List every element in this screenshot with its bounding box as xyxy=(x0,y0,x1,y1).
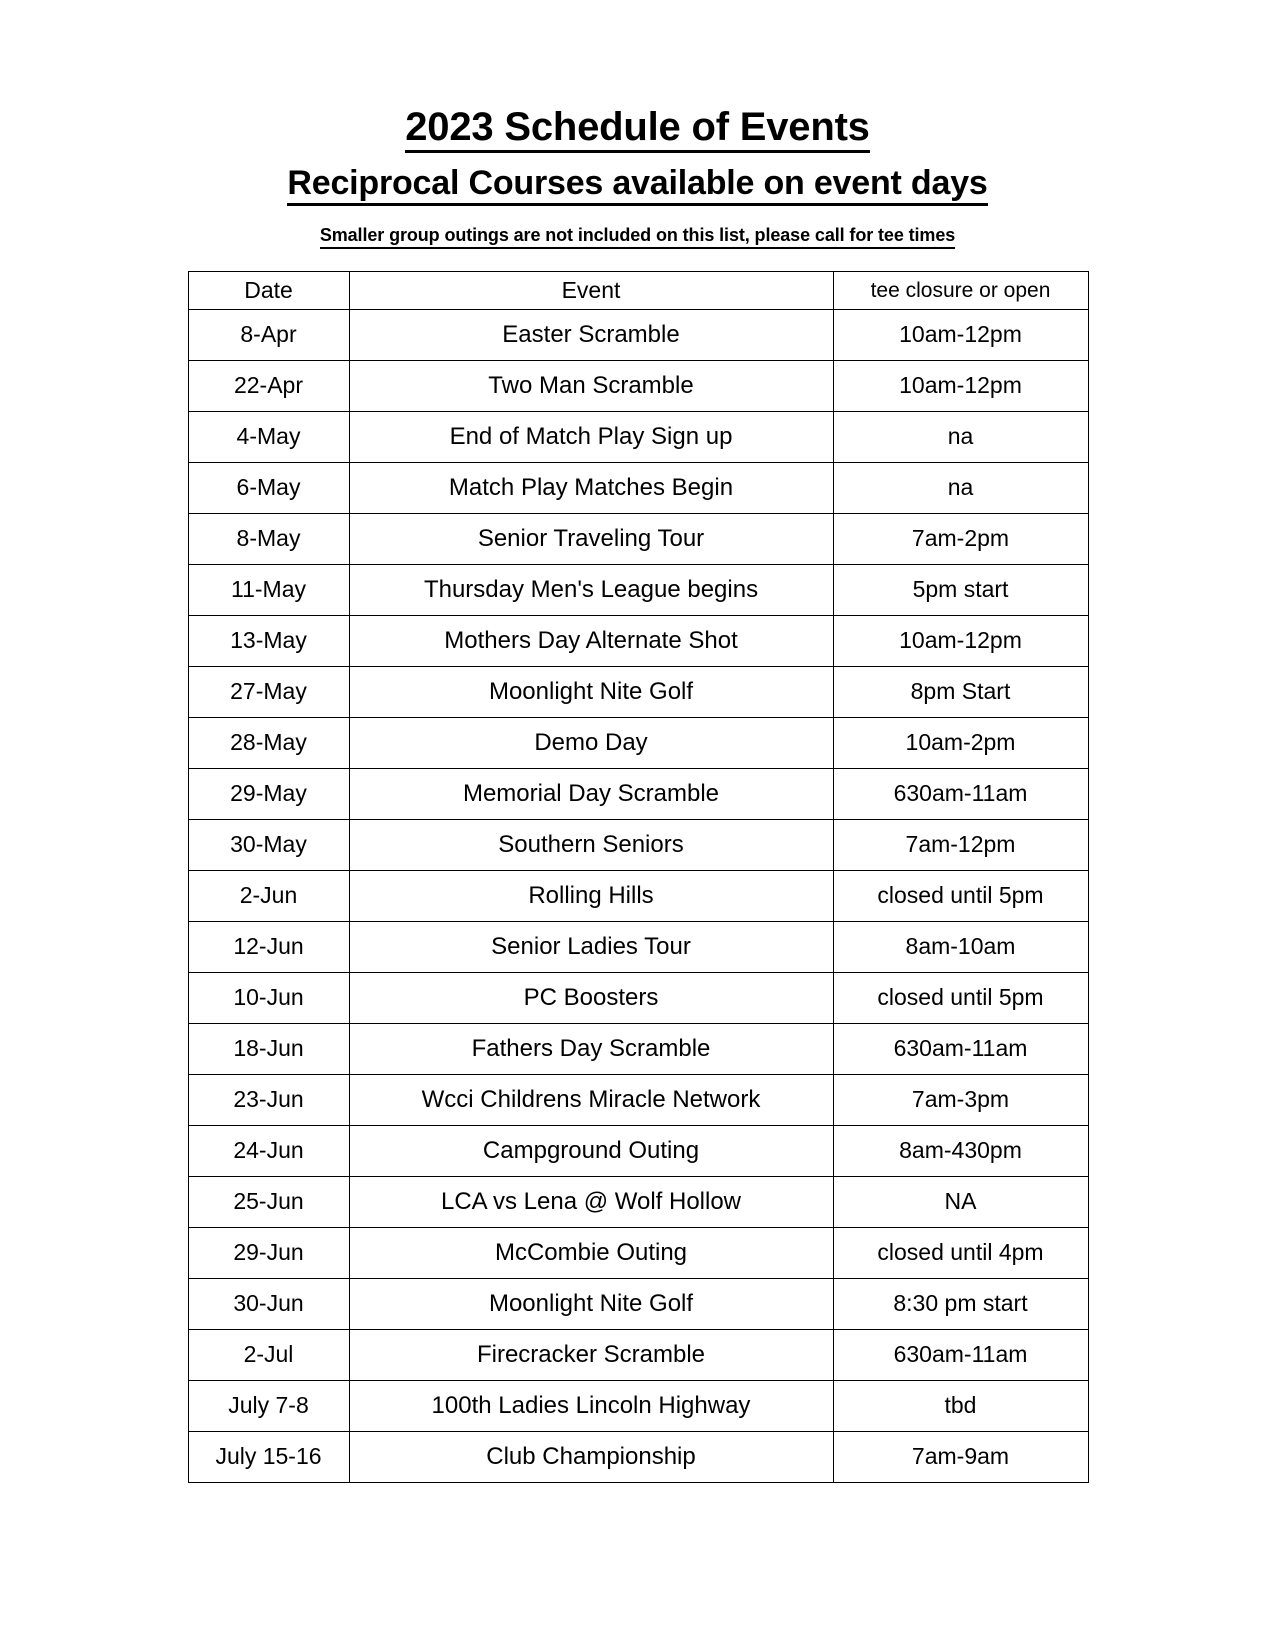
cell-event: LCA vs Lena @ Wolf Hollow xyxy=(349,1176,833,1227)
table-row xyxy=(188,411,1088,462)
table-row xyxy=(188,717,1088,768)
cell-tee-closure: na xyxy=(833,462,1088,513)
table-row xyxy=(188,1380,1088,1431)
cell-tee-closure: 8am-430pm xyxy=(833,1125,1088,1176)
cell-tee-closure: 8:30 pm start xyxy=(833,1278,1088,1329)
table-row xyxy=(188,1074,1088,1125)
cell-tee-closure: 10am-12pm xyxy=(833,309,1088,360)
cell-tee-closure: 8am-10am xyxy=(833,921,1088,972)
schedule-table xyxy=(188,271,1089,1483)
cell-event: Wcci Childrens Miracle Network xyxy=(349,1074,833,1125)
table-row xyxy=(188,1431,1088,1482)
cell-date: 2-Jul xyxy=(188,1329,349,1380)
table-row xyxy=(188,513,1088,564)
table-row xyxy=(188,1125,1088,1176)
cell-tee-closure: closed until 5pm xyxy=(833,972,1088,1023)
cell-date: 18-Jun xyxy=(188,1023,349,1074)
table-row xyxy=(188,819,1088,870)
table-row xyxy=(188,972,1088,1023)
column-header-date: Date xyxy=(188,271,349,309)
page-title: 2023 Schedule of Events xyxy=(405,106,869,153)
table-row xyxy=(188,666,1088,717)
table-row xyxy=(188,870,1088,921)
cell-event: Club Championship xyxy=(349,1431,833,1482)
table-row xyxy=(188,1023,1088,1074)
cell-event: Match Play Matches Begin xyxy=(349,462,833,513)
note-line xyxy=(0,225,1275,249)
cell-tee-closure: 8pm Start xyxy=(833,666,1088,717)
cell-tee-closure: 7am-3pm xyxy=(833,1074,1088,1125)
cell-event: PC Boosters xyxy=(349,972,833,1023)
cell-date: 28-May xyxy=(188,717,349,768)
table-header xyxy=(188,271,1088,309)
cell-date: 30-May xyxy=(188,819,349,870)
cell-event: End of Match Play Sign up xyxy=(349,411,833,462)
cell-date: 29-Jun xyxy=(188,1227,349,1278)
cell-tee-closure: 7am-12pm xyxy=(833,819,1088,870)
cell-tee-closure: 630am-11am xyxy=(833,768,1088,819)
cell-tee-closure: 10am-12pm xyxy=(833,360,1088,411)
disclaimer-note: Smaller group outings are not included on this list, please call for tee times xyxy=(320,225,955,249)
table-row xyxy=(188,1278,1088,1329)
cell-tee-closure: 7am-9am xyxy=(833,1431,1088,1482)
cell-tee-closure: closed until 4pm xyxy=(833,1227,1088,1278)
cell-tee-closure: na xyxy=(833,411,1088,462)
cell-date: 25-Jun xyxy=(188,1176,349,1227)
column-header-event: Event xyxy=(349,271,833,309)
column-header-tee-closure: tee closure or open xyxy=(833,271,1088,309)
cell-event: Senior Ladies Tour xyxy=(349,921,833,972)
cell-event: Southern Seniors xyxy=(349,819,833,870)
cell-date: 8-May xyxy=(188,513,349,564)
cell-event: Fathers Day Scramble xyxy=(349,1023,833,1074)
schedule-table-wrapper xyxy=(188,271,1088,1483)
table-row xyxy=(188,309,1088,360)
cell-event: Mothers Day Alternate Shot xyxy=(349,615,833,666)
cell-date: 11-May xyxy=(188,564,349,615)
cell-tee-closure: 5pm start xyxy=(833,564,1088,615)
cell-event: Campground Outing xyxy=(349,1125,833,1176)
table-row xyxy=(188,462,1088,513)
table-header-row xyxy=(188,271,1088,309)
cell-event: Firecracker Scramble xyxy=(349,1329,833,1380)
cell-date: 27-May xyxy=(188,666,349,717)
cell-date: July 15-16 xyxy=(188,1431,349,1482)
cell-event: Senior Traveling Tour xyxy=(349,513,833,564)
cell-event: Rolling Hills xyxy=(349,870,833,921)
table-row xyxy=(188,564,1088,615)
cell-event: Memorial Day Scramble xyxy=(349,768,833,819)
table-row xyxy=(188,768,1088,819)
cell-tee-closure: 630am-11am xyxy=(833,1023,1088,1074)
cell-tee-closure: 7am-2pm xyxy=(833,513,1088,564)
cell-event: Moonlight Nite Golf xyxy=(349,1278,833,1329)
cell-date: 10-Jun xyxy=(188,972,349,1023)
cell-date: 29-May xyxy=(188,768,349,819)
cell-event: Easter Scramble xyxy=(349,309,833,360)
document-header xyxy=(0,0,1275,249)
cell-tee-closure: 10am-12pm xyxy=(833,615,1088,666)
cell-event: Two Man Scramble xyxy=(349,360,833,411)
cell-event: Thursday Men's League begins xyxy=(349,564,833,615)
table-row xyxy=(188,1227,1088,1278)
cell-tee-closure: 630am-11am xyxy=(833,1329,1088,1380)
cell-date: 4-May xyxy=(188,411,349,462)
title-sub-line xyxy=(0,165,1275,206)
cell-date: 23-Jun xyxy=(188,1074,349,1125)
cell-event: Moonlight Nite Golf xyxy=(349,666,833,717)
page-subtitle: Reciprocal Courses available on event days xyxy=(287,165,987,206)
table-body xyxy=(188,309,1088,1482)
cell-date: 8-Apr xyxy=(188,309,349,360)
cell-date: 2-Jun xyxy=(188,870,349,921)
table-row xyxy=(188,921,1088,972)
cell-tee-closure: tbd xyxy=(833,1380,1088,1431)
cell-event: McCombie Outing xyxy=(349,1227,833,1278)
table-row xyxy=(188,360,1088,411)
cell-date: 13-May xyxy=(188,615,349,666)
cell-date: 24-Jun xyxy=(188,1125,349,1176)
cell-date: 30-Jun xyxy=(188,1278,349,1329)
cell-event: Demo Day xyxy=(349,717,833,768)
cell-tee-closure: NA xyxy=(833,1176,1088,1227)
cell-tee-closure: closed until 5pm xyxy=(833,870,1088,921)
cell-date: 22-Apr xyxy=(188,360,349,411)
cell-tee-closure: 10am-2pm xyxy=(833,717,1088,768)
cell-event: 100th Ladies Lincoln Highway xyxy=(349,1380,833,1431)
table-row xyxy=(188,615,1088,666)
cell-date: 12-Jun xyxy=(188,921,349,972)
title-main-line xyxy=(0,106,1275,153)
table-row xyxy=(188,1176,1088,1227)
table-row xyxy=(188,1329,1088,1380)
cell-date: 6-May xyxy=(188,462,349,513)
cell-date: July 7-8 xyxy=(188,1380,349,1431)
